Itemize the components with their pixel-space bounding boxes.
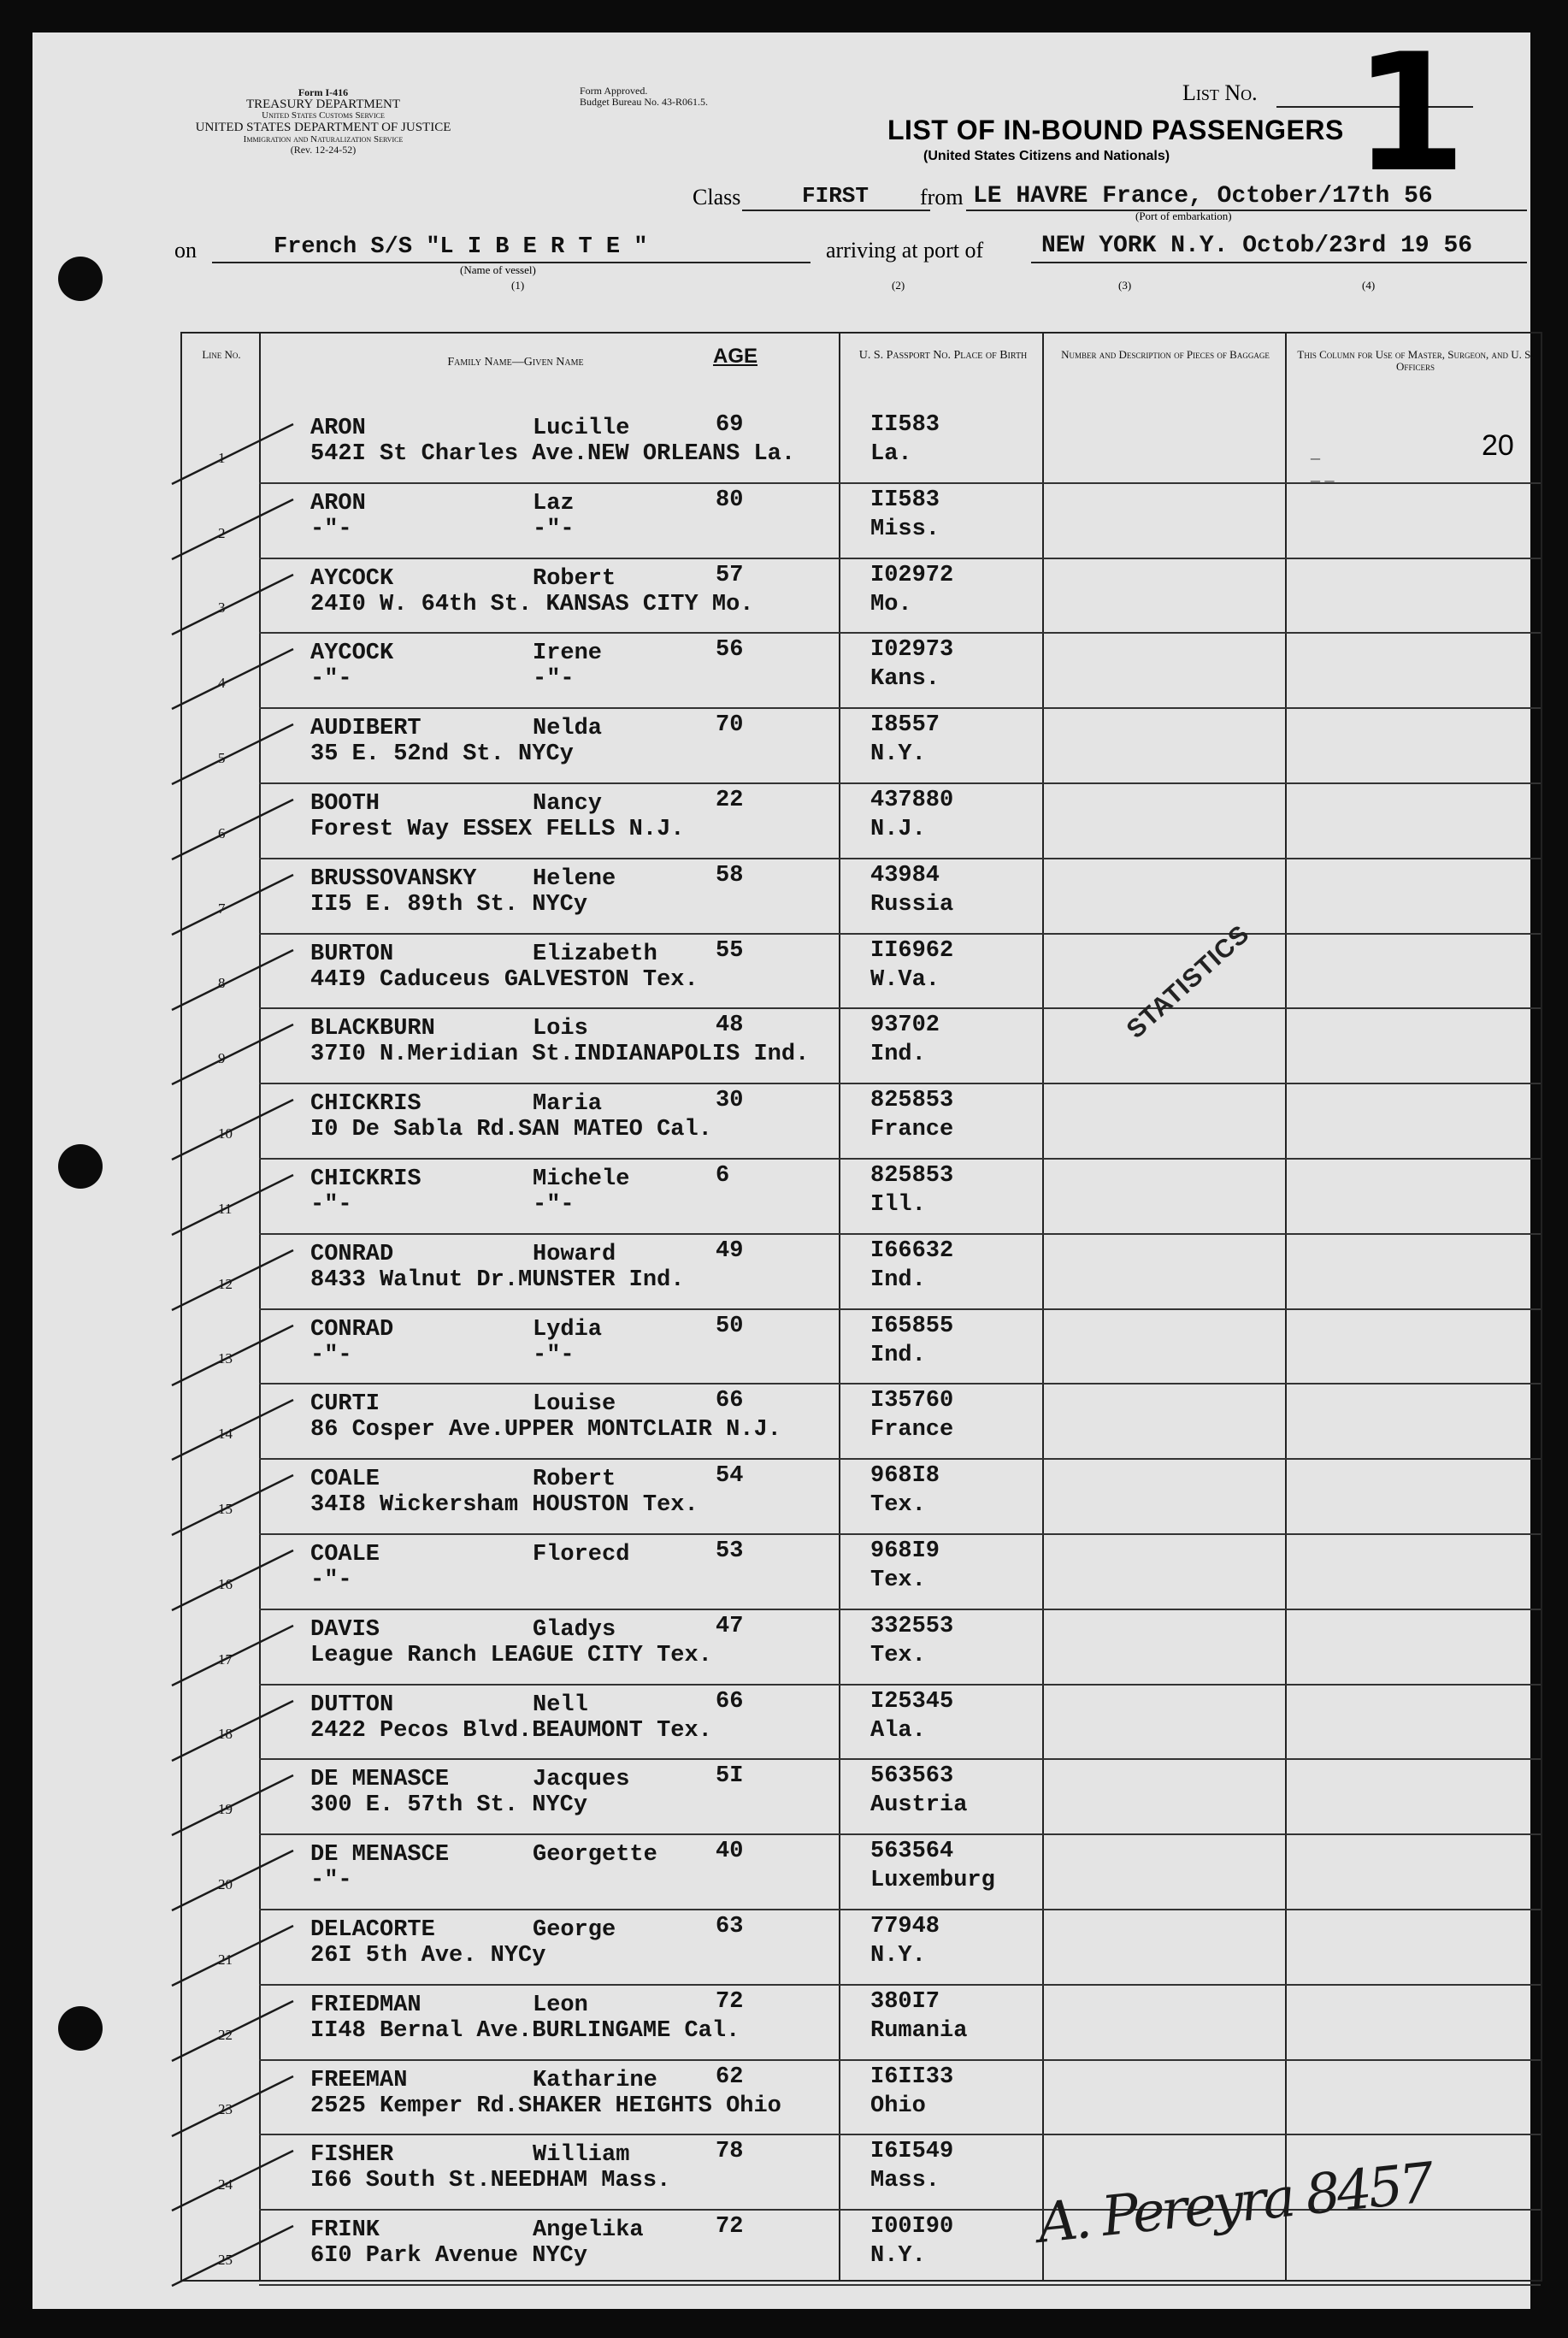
passport-number: 437880: [870, 788, 954, 813]
place-of-birth: France: [870, 1417, 954, 1444]
passenger-row: [182, 1310, 1541, 1385]
given-ditto: -"-: [533, 1192, 575, 1218]
passport-number: I65855: [870, 1313, 954, 1339]
col-header-officers: This Column for Use of Master, Surgeon, and U. S. Officers: [1297, 348, 1534, 374]
check-mark: [165, 1619, 310, 1696]
family-name: BLACKBURN: [310, 1016, 435, 1042]
family-name: COALE: [310, 1542, 380, 1568]
line-number: 7: [218, 900, 226, 917]
passport-number: I6I549: [870, 2139, 954, 2165]
customs-service: United States Customs Service: [262, 110, 385, 121]
form-agency-block: [144, 87, 503, 156]
age: 72: [716, 1988, 744, 2015]
passport-number: 563564: [870, 1839, 954, 1865]
passport-number: 825853: [870, 1088, 954, 1114]
given-name: Elizabeth: [533, 941, 657, 967]
col4-number: (4): [1362, 279, 1376, 292]
passport-number: I6II33: [870, 2063, 954, 2090]
check-mark: [165, 1243, 310, 1320]
line-number: 8: [218, 975, 226, 992]
place-of-birth: Luxemburg: [870, 1868, 995, 1894]
address: 542I St Charles Ave.NEW ORLEANS La.: [310, 441, 796, 467]
passport-number: II583: [870, 487, 940, 513]
family-name: CHICKRIS: [310, 1091, 421, 1118]
address: -"-: [310, 1342, 352, 1368]
passport-number: I00I90: [870, 2214, 954, 2241]
passenger-row: [182, 1910, 1541, 1986]
passenger-row: [182, 1610, 1541, 1686]
passport-number: I02972: [870, 562, 954, 588]
line-number: 10: [218, 1125, 233, 1142]
line-number: 17: [218, 1650, 233, 1668]
address: 24I0 W. 64th St. KANSAS CITY Mo.: [310, 591, 754, 617]
check-mark: [165, 2219, 310, 2296]
family-name: ARON: [310, 416, 366, 441]
family-name: COALE: [310, 1467, 380, 1493]
age: 80: [716, 487, 744, 513]
passport-number: I8557: [870, 712, 940, 739]
place-of-birth: Miss.: [870, 516, 940, 542]
place-of-birth: Rumania: [870, 2017, 968, 2044]
place-of-birth: Tex.: [870, 1568, 926, 1593]
check-mark: [165, 1319, 310, 1396]
given-name: Louise: [533, 1391, 616, 1418]
family-name: DELACORTE: [310, 1917, 435, 1943]
punch-hole-middle: [58, 1144, 103, 1189]
family-name: FISHER: [310, 2142, 394, 2169]
passenger-row: [182, 1986, 1541, 2061]
family-name: FREEMAN: [310, 2067, 408, 2093]
check-mark: [165, 1544, 310, 1621]
given-name: Helene: [533, 865, 616, 892]
class-value: FIRST: [802, 183, 869, 209]
passenger-table: [180, 332, 1542, 2282]
from-label: from: [920, 185, 964, 210]
check-mark: [165, 1093, 310, 1170]
given-name: Robert: [533, 565, 616, 592]
passenger-row: [182, 2061, 1541, 2136]
port-caption: (Port of embarkation): [1135, 210, 1232, 222]
check-mark: [165, 2144, 310, 2221]
family-name: AYCOCK: [310, 565, 394, 592]
given-name: Angelika: [533, 2217, 644, 2244]
line-number: 13: [218, 1350, 233, 1367]
place-of-birth: France: [870, 1117, 954, 1143]
place-of-birth: Ala.: [870, 1717, 926, 1744]
line-number: 5: [218, 749, 226, 766]
line-number: 23: [218, 2101, 233, 2118]
place-of-birth: N.Y.: [870, 2243, 926, 2270]
check-mark: [165, 1168, 310, 1245]
check-mark: [165, 1468, 310, 1545]
given-name: Irene: [533, 641, 603, 667]
passenger-row: [182, 935, 1541, 1010]
place-of-birth: N.J.: [870, 817, 926, 842]
line-number: 16: [218, 1575, 233, 1592]
address: -"-: [310, 516, 352, 542]
age: 78: [716, 2139, 744, 2165]
line-number: 25: [218, 2251, 233, 2268]
treasury-dept: TREASURY DEPARTMENT: [245, 97, 401, 111]
line-number: 19: [218, 1801, 233, 1818]
age: 30: [716, 1088, 744, 1114]
passport-number: II6962: [870, 937, 954, 964]
passport-number: I66632: [870, 1237, 954, 1264]
officer-note: 20: [1482, 429, 1514, 462]
form-revision: (Rev. 12-24-52): [290, 144, 357, 156]
family-name: AUDIBERT: [310, 716, 421, 742]
age: 66: [716, 1388, 744, 1414]
arriving-label: arriving at port of: [826, 238, 984, 263]
line-number: 11: [218, 1200, 233, 1217]
passenger-row: [182, 1760, 1541, 1835]
punch-hole-bottom: [58, 2006, 103, 2051]
place-of-birth: W.Va.: [870, 966, 940, 993]
address: 34I8 Wickersham HOUSTON Tex.: [310, 1492, 699, 1519]
given-name: Maria: [533, 1091, 603, 1118]
passport-number: 968I9: [870, 1538, 940, 1564]
family-name: BOOTH: [310, 791, 380, 817]
age: 69: [716, 412, 744, 438]
place-of-birth: N.Y.: [870, 741, 926, 768]
passport-number: 825853: [870, 1163, 954, 1189]
address: 300 E. 57th St. NYCy: [310, 1792, 588, 1819]
family-name: AYCOCK: [310, 641, 394, 667]
family-name: BRUSSOVANSKY: [310, 865, 477, 892]
address: -"-: [310, 1192, 352, 1218]
address: 86 Cosper Ave.UPPER MONTCLAIR N.J.: [310, 1417, 781, 1444]
given-name: Laz: [533, 490, 575, 517]
address: 6I0 Park Avenue NYCy: [310, 2243, 588, 2270]
check-mark: [165, 493, 310, 570]
age: 55: [716, 937, 744, 964]
line-number: 15: [218, 1500, 233, 1517]
place-of-birth: La.: [870, 441, 912, 467]
approval-block: [580, 86, 708, 107]
from-value: LE HAVRE France, October/17th 56: [973, 183, 1433, 210]
given-ditto: -"-: [533, 1342, 575, 1368]
line-number: 9: [218, 1050, 226, 1067]
passport-number: 332553: [870, 1613, 954, 1639]
place-of-birth: Kans.: [870, 666, 940, 693]
family-name: DAVIS: [310, 1616, 380, 1643]
age: 72: [716, 2214, 744, 2241]
family-name: FRIEDMAN: [310, 1992, 421, 2018]
check-mark: [165, 642, 310, 719]
place-of-birth: Tex.: [870, 1642, 926, 1668]
list-no-label: List No.: [1182, 80, 1258, 105]
col1-number: (1): [511, 279, 525, 292]
place-of-birth: Ind.: [870, 1042, 926, 1068]
family-name: FRINK: [310, 2217, 380, 2244]
passenger-row: [182, 1009, 1541, 1084]
arriving-underline: [1031, 262, 1527, 263]
passenger-row: [182, 1084, 1541, 1160]
age: 5I: [716, 1763, 744, 1790]
passenger-row: [182, 634, 1541, 709]
line-number: 24: [218, 2176, 233, 2193]
given-name: Lucille: [533, 416, 630, 441]
manifest-sheet: [32, 19, 1534, 2309]
address: -"-: [310, 1568, 352, 1593]
passport-number: 380I7: [870, 1988, 940, 2015]
line-number: 3: [218, 599, 226, 617]
place-of-birth: Ind.: [870, 1342, 926, 1368]
vessel-value: French S/S "L I B E R T E ": [274, 234, 648, 260]
age: 66: [716, 1688, 744, 1715]
place-of-birth: Tex.: [870, 1492, 926, 1519]
col-header-age: AGE: [712, 345, 757, 368]
address: League Ranch LEAGUE CITY Tex.: [310, 1642, 712, 1668]
given-name: Robert: [533, 1467, 616, 1493]
age: 62: [716, 2063, 744, 2090]
line-number: 12: [218, 1275, 233, 1292]
address: I0 De Sabla Rd.SAN MATEO Cal.: [310, 1117, 712, 1143]
line-number: 20: [218, 1875, 233, 1892]
age: 70: [716, 712, 744, 739]
age: 47: [716, 1613, 744, 1639]
justice-dept: UNITED STATES DEPARTMENT OF JUSTICE: [195, 120, 451, 134]
check-mark: [165, 1919, 310, 1996]
from-underline: [966, 210, 1527, 211]
line-number: 6: [218, 824, 226, 841]
col-header-baggage: Number and Description of Pieces of Baggage: [1061, 348, 1270, 361]
budget-bureau: Budget Bureau No. 43-R061.5.: [580, 95, 708, 108]
class-underline: [742, 210, 930, 211]
passport-number: 563563: [870, 1763, 954, 1790]
passenger-row: [182, 1535, 1541, 1610]
place-of-birth: N.Y.: [870, 1943, 926, 1969]
col-header-line-no: Line No.: [202, 348, 241, 361]
row-divider: [259, 2284, 1541, 2286]
check-mark: [165, 717, 310, 794]
family-name: DE MENASCE: [310, 1842, 450, 1869]
col-header-name: Family Name—Given Name: [447, 356, 584, 369]
given-name: Michele: [533, 1166, 630, 1192]
place-of-birth: Mass.: [870, 2168, 940, 2194]
arriving-value: NEW YORK N.Y. Octob/23rd 19 56: [1041, 233, 1473, 259]
officer-mark: ‒ ‒ ‒: [1311, 446, 1335, 490]
line-number: 22: [218, 2026, 233, 2043]
line-number: 4: [218, 675, 226, 692]
address: 2525 Kemper Rd.SHAKER HEIGHTS Ohio: [310, 2093, 781, 2119]
address: Forest Way ESSEX FELLS N.J.: [310, 817, 685, 842]
given-name: Nelda: [533, 716, 603, 742]
page-subtitle: (United States Citizens and Nationals): [923, 149, 1170, 163]
form-approved: Form Approved.: [580, 85, 648, 97]
check-mark: [165, 568, 310, 645]
given-name: Lydia: [533, 1316, 603, 1343]
inspector-signature: A. Pereyra 8457: [1035, 2152, 1435, 2256]
given-name: Katharine: [533, 2067, 657, 2093]
age: 57: [716, 562, 744, 588]
age: 50: [716, 1313, 744, 1339]
family-name: ARON: [310, 490, 366, 517]
age: 54: [716, 1463, 744, 1490]
check-mark: [165, 1994, 310, 2071]
age: 49: [716, 1237, 744, 1264]
list-no-value: 1: [1353, 19, 1467, 208]
line-number: 18: [218, 1726, 233, 1743]
class-label: Class: [693, 185, 741, 210]
passenger-row: [182, 784, 1541, 859]
passport-number: II583: [870, 412, 940, 438]
passenger-row: [182, 1686, 1541, 1761]
check-mark: [165, 1694, 310, 1771]
passport-number: I25345: [870, 1688, 954, 1715]
address: 35 E. 52nd St. NYCy: [310, 741, 574, 768]
family-name: CHICKRIS: [310, 1166, 421, 1192]
check-mark: [165, 417, 310, 494]
col3-number: (3): [1118, 279, 1132, 292]
given-name: Florecd: [533, 1542, 630, 1568]
line-number: 21: [218, 1951, 233, 1968]
passenger-row: [182, 1384, 1541, 1460]
place-of-birth: Ind.: [870, 1266, 926, 1293]
check-mark: [165, 1844, 310, 1921]
address: -"-: [310, 1868, 352, 1894]
ins-service: Immigration and Naturalization Service: [243, 133, 404, 145]
address: II48 Bernal Ave.BURLINGAME Cal.: [310, 2017, 740, 2044]
check-mark: [165, 793, 310, 870]
address: I66 South St.NEEDHAM Mass.: [310, 2168, 671, 2194]
given-name: Gladys: [533, 1616, 616, 1643]
family-name: CONRAD: [310, 1241, 394, 1267]
passenger-row: [182, 1835, 1541, 1910]
passenger-row: [182, 1160, 1541, 1235]
passport-number: I35760: [870, 1388, 954, 1414]
passenger-row: [182, 1235, 1541, 1310]
page-title: LIST OF IN-BOUND PASSENGERS: [887, 115, 1344, 145]
passport-number: 77948: [870, 1914, 940, 1939]
age: 63: [716, 1914, 744, 1939]
passenger-row: [182, 859, 1541, 935]
family-name: CURTI: [310, 1391, 380, 1418]
passport-number: 43984: [870, 862, 940, 889]
place-of-birth: Russia: [870, 891, 954, 918]
age: 48: [716, 1013, 744, 1039]
punch-hole-top: [58, 257, 103, 301]
statistics-stamp: STATISTICS: [1121, 919, 1255, 1044]
passenger-row: [182, 559, 1541, 635]
given-name: Georgette: [533, 1842, 657, 1869]
family-name: BURTON: [310, 941, 394, 967]
given-name: Nancy: [533, 791, 603, 817]
given-ditto: -"-: [533, 516, 575, 542]
passenger-row: [182, 409, 1541, 484]
age: 40: [716, 1839, 744, 1865]
line-number: 14: [218, 1426, 233, 1443]
address: II5 E. 89th St. NYCy: [310, 891, 588, 918]
place-of-birth: Ohio: [870, 2093, 926, 2119]
given-name: Leon: [533, 1992, 588, 2018]
address: 37I0 N.Meridian St.INDIANAPOLIS Ind.: [310, 1042, 810, 1068]
address: 2422 Pecos Blvd.BEAUMONT Tex.: [310, 1717, 712, 1744]
place-of-birth: Mo.: [870, 591, 912, 617]
address: 26I 5th Ave. NYCy: [310, 1943, 546, 1969]
age: 22: [716, 788, 744, 813]
address: -"-: [310, 666, 352, 693]
given-name: Jacques: [533, 1767, 630, 1793]
check-mark: [165, 943, 310, 1020]
line-number: 2: [218, 524, 226, 541]
age: 56: [716, 637, 744, 664]
given-name: Nell: [533, 1692, 588, 1718]
passenger-row: [182, 484, 1541, 559]
check-mark: [165, 1393, 310, 1470]
given-ditto: -"-: [533, 666, 575, 693]
family-name: CONRAD: [310, 1316, 394, 1343]
age: 53: [716, 1538, 744, 1564]
check-mark: [165, 1018, 310, 1095]
given-name: William: [533, 2142, 630, 2169]
col2-number: (2): [892, 279, 905, 292]
age: 58: [716, 862, 744, 889]
check-mark: [165, 2069, 310, 2146]
line-number: 1: [218, 449, 226, 466]
passport-number: 93702: [870, 1013, 940, 1039]
place-of-birth: Ill.: [870, 1192, 926, 1218]
vessel-caption: (Name of vessel): [460, 263, 536, 276]
address: 8433 Walnut Dr.MUNSTER Ind.: [310, 1266, 685, 1293]
age: 6: [716, 1163, 730, 1189]
passport-number: 968I8: [870, 1463, 940, 1490]
passenger-row: [182, 1460, 1541, 1535]
family-name: DE MENASCE: [310, 1767, 450, 1793]
passenger-row: [182, 709, 1541, 784]
col-header-passport: U. S. Passport No. Place of Birth: [858, 349, 1028, 362]
passport-number: I02973: [870, 637, 954, 664]
check-mark: [165, 1768, 310, 1845]
place-of-birth: Austria: [870, 1792, 968, 1819]
given-name: Lois: [533, 1016, 588, 1042]
check-mark: [165, 868, 310, 945]
on-label: on: [174, 238, 197, 263]
address: 44I9 Caduceus GALVESTON Tex.: [310, 966, 699, 993]
given-name: George: [533, 1917, 616, 1943]
given-name: Howard: [533, 1241, 616, 1267]
form-number: Form I-416: [298, 86, 349, 98]
family-name: DUTTON: [310, 1692, 394, 1718]
